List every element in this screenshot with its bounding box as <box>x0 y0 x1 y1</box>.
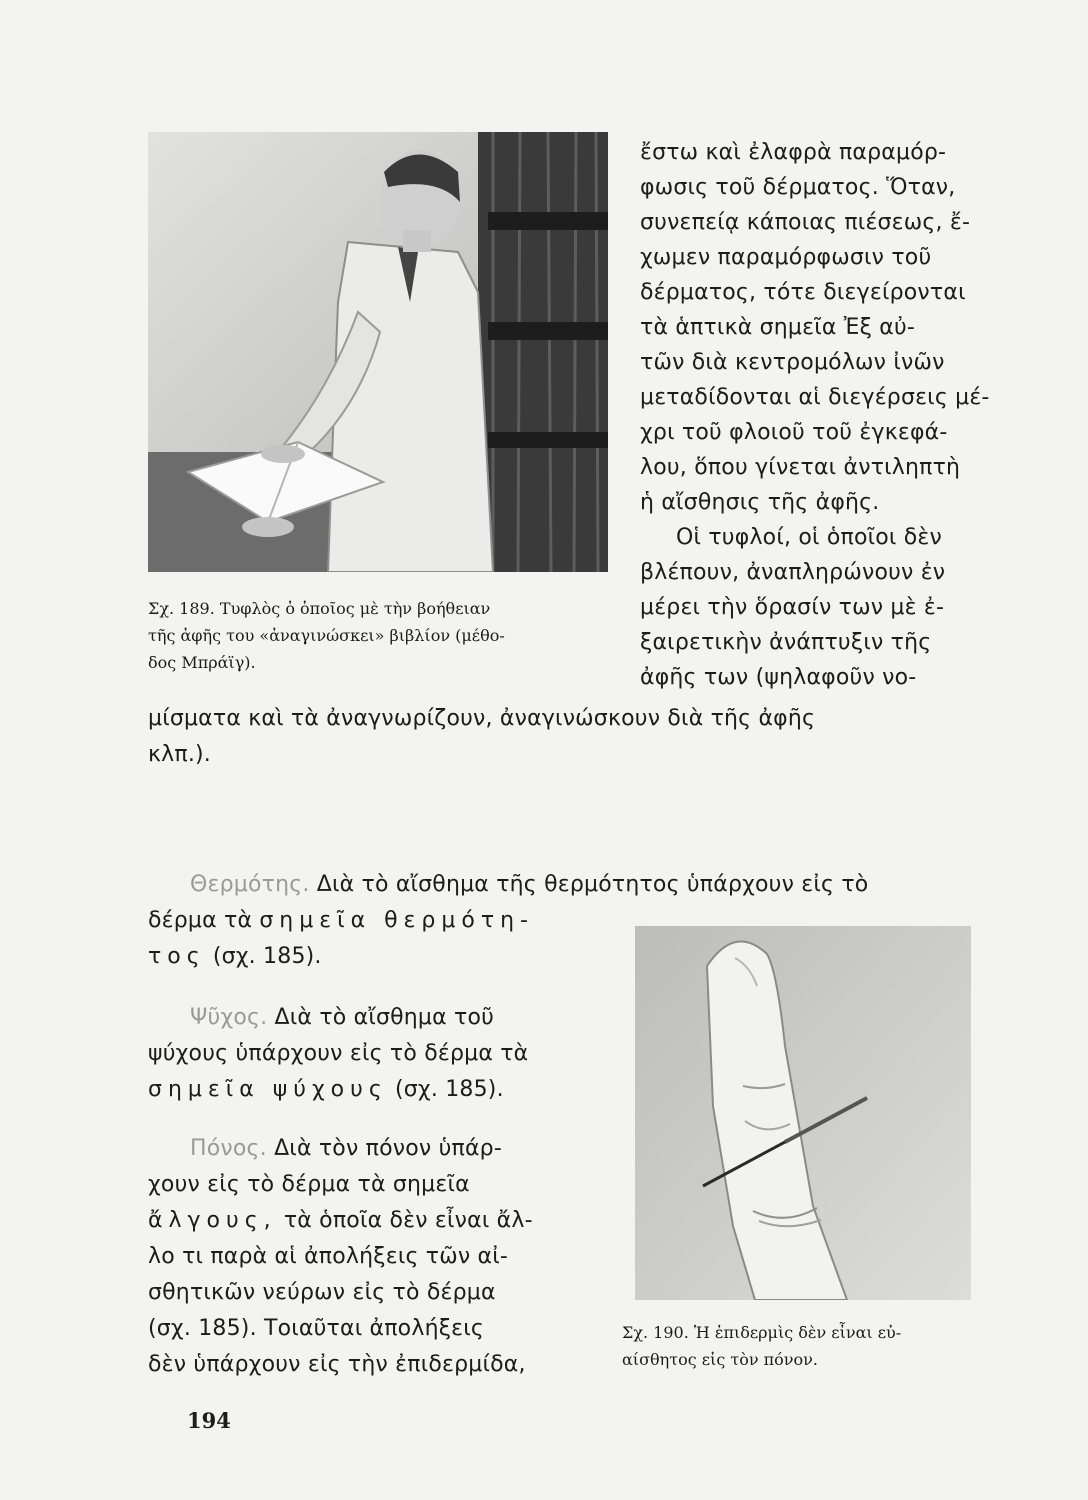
section-pain-line <box>148 1204 533 1238</box>
figure-190-photo <box>635 926 971 1300</box>
body-text-line: λου, ὅπου γίνεται ἀντιληπτὴ <box>640 455 961 480</box>
body-text-line: μίσματα καὶ τὰ ἀναγνωρίζουν, ἀναγινώσκουν διὰ τῆς ἀφῆς <box>148 706 816 731</box>
figure-190-caption: αίσθητος εἰς τὸν πόνον. <box>622 1350 818 1369</box>
body-text-line: Οἱ τυφλοί, οἱ ὁποῖοι δὲν <box>676 525 942 550</box>
cold-text: (σχ. 185). <box>394 1077 504 1102</box>
pain-heading: Πόνος. <box>190 1136 267 1161</box>
heat-heading: Θερμότης. <box>190 872 310 897</box>
figure-189-caption: τῆς ἀφῆς του «ἀναγινώσκει» βιβλίον (μέθο- <box>148 626 505 645</box>
heat-text: Διὰ τὸ αἴσθημα τῆς θερμότητος ὑπάρχουν εἰς τὸ <box>316 872 869 897</box>
figure-190-caption: Σχ. 190. Ἡ ἐπιδερμὶς δὲν εἶναι εὐ- <box>622 1323 902 1342</box>
heat-term: τος <box>148 944 206 969</box>
heat-text: δέρμα τὰ <box>148 908 253 933</box>
body-text-line: τῶν διὰ κεντρομόλων ἰνῶν <box>640 350 945 375</box>
figure-189-caption: Σχ. 189. Τυφλὸς ὁ ὁποῖος μὲ τὴν βοήθειαν <box>148 599 491 618</box>
section-pain-line: λο τι παρὰ αἱ ἀπολήξεις τῶν αἰ- <box>148 1244 509 1269</box>
section-cold-line <box>148 1073 504 1107</box>
cold-text: Διὰ τὸ αἴσθημα τοῦ <box>274 1005 495 1030</box>
body-text-line: τὰ ἁπτικὰ σημεῖα Ἐξ αὐ- <box>640 315 916 340</box>
pain-text: τὰ ὁποῖα δὲν εἶναι ἄλ- <box>283 1208 533 1233</box>
section-pain-line: σθητικῶν νεύρων εἰς τὸ δέρμα <box>148 1280 496 1305</box>
body-text-line: κλπ.). <box>148 742 211 767</box>
body-text-line: δέρματος, τότε διεγείρονται <box>640 280 966 305</box>
pain-term: ἄλγους, <box>148 1208 277 1233</box>
body-text-line: ἡ αἴσθησις τῆς ἀφῆς. <box>640 490 880 515</box>
figure-189-caption: δος Μπράϊγ). <box>148 653 256 672</box>
body-text-line: μεταδίδονται αἱ διεγέρσεις μέ- <box>640 385 990 410</box>
section-cold-line <box>190 1001 494 1035</box>
section-cold-line: ψύχους ὑπάρχουν εἰς τὸ δέρμα τὰ <box>148 1041 529 1066</box>
section-heat-line <box>148 940 322 974</box>
section-heat-line <box>190 868 868 902</box>
section-pain-line: χουν εἰς τὸ δέρμα τὰ σημεῖα <box>148 1172 470 1197</box>
body-text-line: φωσις τοῦ δέρματος. Ὅταν, <box>640 175 956 200</box>
body-text-line: μέρει τὴν ὅρασίν των μὲ ἐ- <box>640 595 945 620</box>
pain-text: Διὰ τὸν πόνον ὑπάρ- <box>274 1136 502 1161</box>
heat-term: σημεῖα θερμότη- <box>259 908 534 933</box>
section-pain-line: (σχ. 185). Τοιαῦται ἀπολήξεις <box>148 1316 485 1341</box>
figure-189-photo <box>148 132 608 572</box>
cold-heading: Ψῦχος. <box>190 1005 268 1030</box>
body-text-line: ἀφῆς των (ψηλαφοῦν νο- <box>640 665 917 690</box>
body-text-line: χρι τοῦ φλοιοῦ τοῦ ἐγκεφά- <box>640 420 948 445</box>
body-text-line: βλέπουν, ἀναπληρώνουν ἐν <box>640 560 946 585</box>
body-text-line: χωμεν παραμόρφωσιν τοῦ <box>640 245 932 270</box>
body-text-line: ἔστω καὶ ἐλαφρὰ παραμόρ- <box>640 140 947 165</box>
page-number: 194 <box>187 1408 231 1433</box>
heat-text: (σχ. 185). <box>212 944 322 969</box>
section-pain-line: δὲν ὑπάρχουν εἰς τὴν ἐπιδερμίδα, <box>148 1352 526 1377</box>
cold-term: σημεῖα ψύχους <box>148 1077 388 1102</box>
body-text-line: συνεπείᾳ κάποιας πιέσεως, ἔ- <box>640 210 971 235</box>
section-pain-line <box>190 1132 502 1166</box>
section-heat-line <box>148 904 534 938</box>
body-text-line: ξαιρετικὴν ἀνάπτυξιν τῆς <box>640 630 932 655</box>
